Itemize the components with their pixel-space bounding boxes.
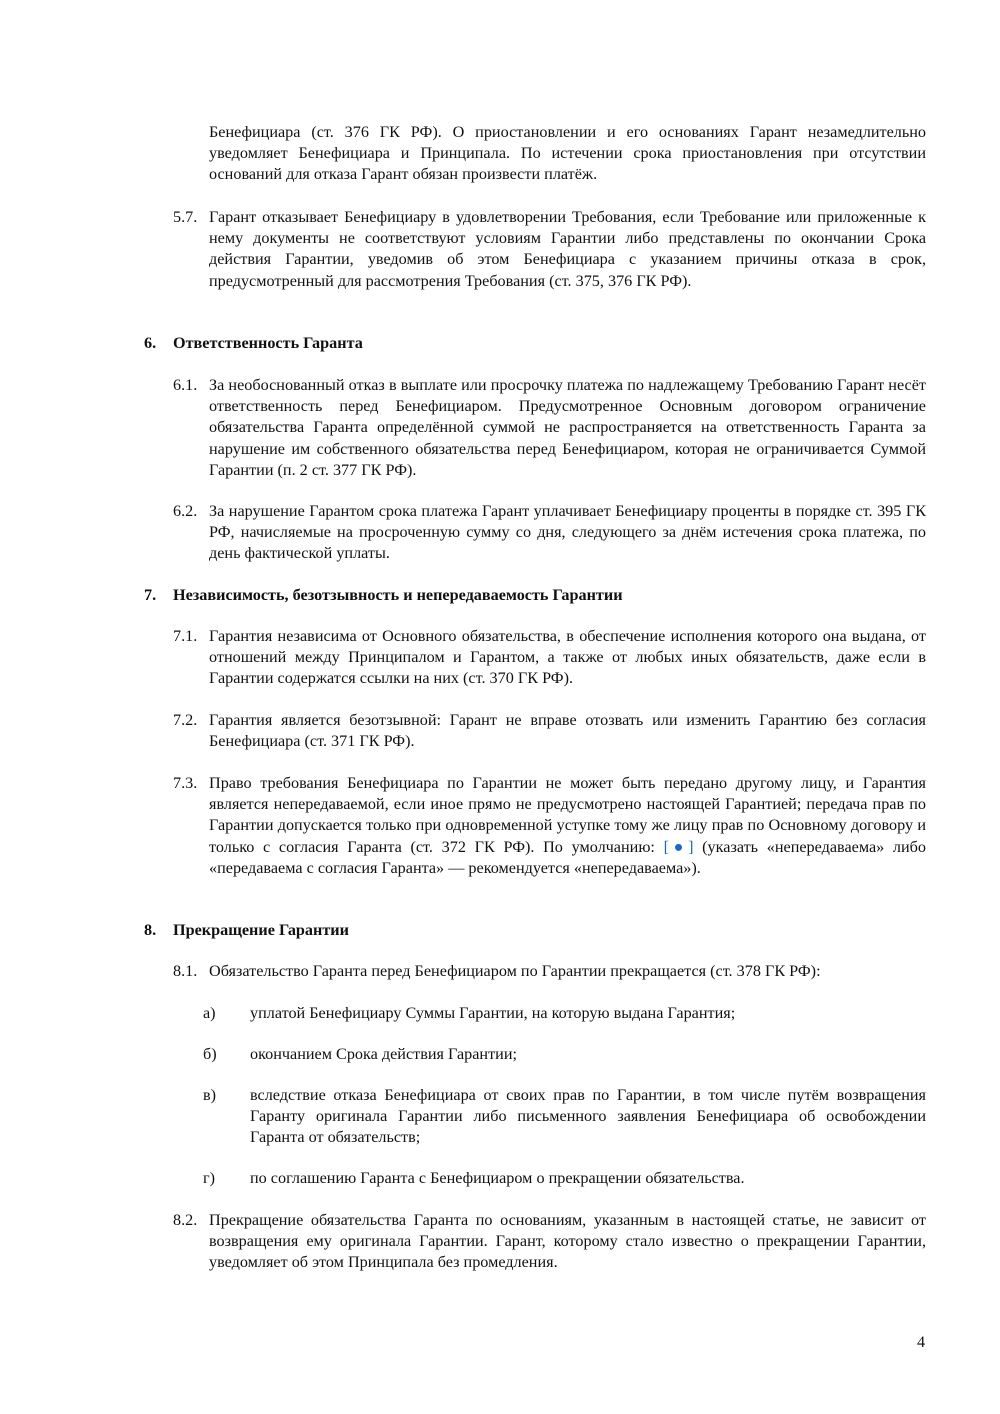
section-number-8: 8. <box>144 921 157 939</box>
clause-number-6-2: 6.2. <box>173 502 198 520</box>
clause-text-7-3-part-1: Право требования Бенефициара по Гарантии не может быть передано другому лицу, и Гарантия является непередаваемой, если иное прямо не предусмотрено настоящей Гарантией; передача прав по Гарантии допускается только при одновременной уступке тому же лицу прав по Основному договору и только с согласия Гаранта (ст. 372 ГК РФ). По умолчанию: <box>209 774 926 856</box>
clause-number-7-3: 7.3. <box>173 774 198 792</box>
clause-text-6-2: За нарушение Гарантом срока платежа Гарант уплачивает Бенефициару проценты в порядке ст. 395 ГК РФ, начисляемые на просроченную сумму со дня, следующего за днём истечения срока платежа, по день фактической уплаты. <box>209 502 926 563</box>
clause-text-6-1: За необоснованный отказ в выплате или просрочку платежа по надлежащему Требованию Гарант несёт ответственность перед Бенефициаром. Предусмотренное Основным договором ограничение обязательства Гаранта определённой суммой не распространяется на ответственность Гаранта за нарушение им собственного обязательства перед Бенефициаром, которая не ограничивается Суммой Гарантии (п. 2 ст. 377 ГК РФ). <box>209 376 926 479</box>
section-heading-6 <box>144 333 363 354</box>
section-number-6: 6. <box>144 334 157 352</box>
clause-number-6-1: 6.1. <box>173 376 198 394</box>
clause-number-8-2: 8.2. <box>173 1211 198 1229</box>
list-item-text-g: по соглашению Гаранта с Бенефициаром о прекращении обязательства. <box>250 1169 745 1187</box>
clause-text-7-3 <box>209 773 926 879</box>
clause-text-7-1: Гарантия независима от Основного обязательства, в обеспечение исполнения которого она выдана, от отношений между Принципалом и Гарантом, а также от любых иных обязательств, даже если в Гарантии содержатся ссылки на них (ст. 370 ГК РФ). <box>209 627 926 688</box>
placeholder-marker: [●] <box>663 837 694 856</box>
section-title-6: Ответственность Гаранта <box>173 334 363 352</box>
clause-text-7-3-part-2: (указать «непередаваема» либо «передаваема с согласия Гаранта» — рекомендуется «непередаваема»). <box>209 837 927 877</box>
section-heading-8 <box>144 920 349 941</box>
section-heading-7 <box>144 585 623 606</box>
clause-text-8-2: Прекращение обязательства Гаранта по основаниям, указанным в настоящей статье, не зависит от возвращения ему оригинала Гарантии. Гарант, которому стало известно о прекращении Гарантии, уведомляет об этом Принципала без промедления. <box>209 1211 926 1272</box>
clause-text-5-7: Гарант отказывает Бенефициару в удовлетворении Требования, если Требование или приложенные к нему документы не соответствуют условиям Гарантии либо представлены по окончании Срока действия Гарантии, уведомив об этом Бенефициара с указанием причины отказа в срок, предусмотренный для рассмотрения Требования (ст. 375, 376 ГК РФ). <box>209 208 926 290</box>
section-number-7: 7. <box>144 586 157 604</box>
clause-number-8-1: 8.1. <box>173 962 198 980</box>
list-item-text-a: уплатой Бенефициару Суммы Гарантии, на которую выдана Гарантия; <box>250 1004 736 1022</box>
clause-text-8-1: Обязательство Гаранта перед Бенефициаром по Гарантии прекращается (ст. 378 ГК РФ): <box>209 962 821 980</box>
list-item-letter-a: а) <box>203 1004 216 1022</box>
paragraph-continuation: Бенефициара (ст. 376 ГК РФ). О приостановлении и его основаниях Гарант незамедлительно уведомляет Бенефициара и Принципала. По истечении срока приостановления при отсутствии оснований для отказа Гарант обязан произвести платёж. <box>209 123 926 184</box>
list-item-text-v: вследствие отказа Бенефициара от своих прав по Гарантии, в том числе путём возвращения Гаранту оригинала Гарантии либо письменного заявления Бенефициара об освобождении Гаранта от обязательств; <box>250 1086 926 1147</box>
clause-number-7-2: 7.2. <box>173 711 198 729</box>
list-item-letter-b: б) <box>203 1045 217 1063</box>
section-title-7: Независимость, безотзывность и непередаваемость Гарантии <box>173 586 623 604</box>
list-item-letter-v: в) <box>203 1086 217 1104</box>
clause-text-7-2: Гарантия является безотзывной: Гарант не вправе отозвать или изменить Гарантию без согласия Бенефициара (ст. 371 ГК РФ). <box>209 711 926 751</box>
clause-number-5-7: 5.7. <box>173 208 198 226</box>
clause-number-7-1: 7.1. <box>173 627 198 645</box>
page-number: 4 <box>917 1333 926 1351</box>
list-item-letter-g: г) <box>203 1169 216 1187</box>
list-item-text-b: окончанием Срока действия Гарантии; <box>250 1045 517 1063</box>
section-title-8: Прекращение Гарантии <box>173 921 349 939</box>
